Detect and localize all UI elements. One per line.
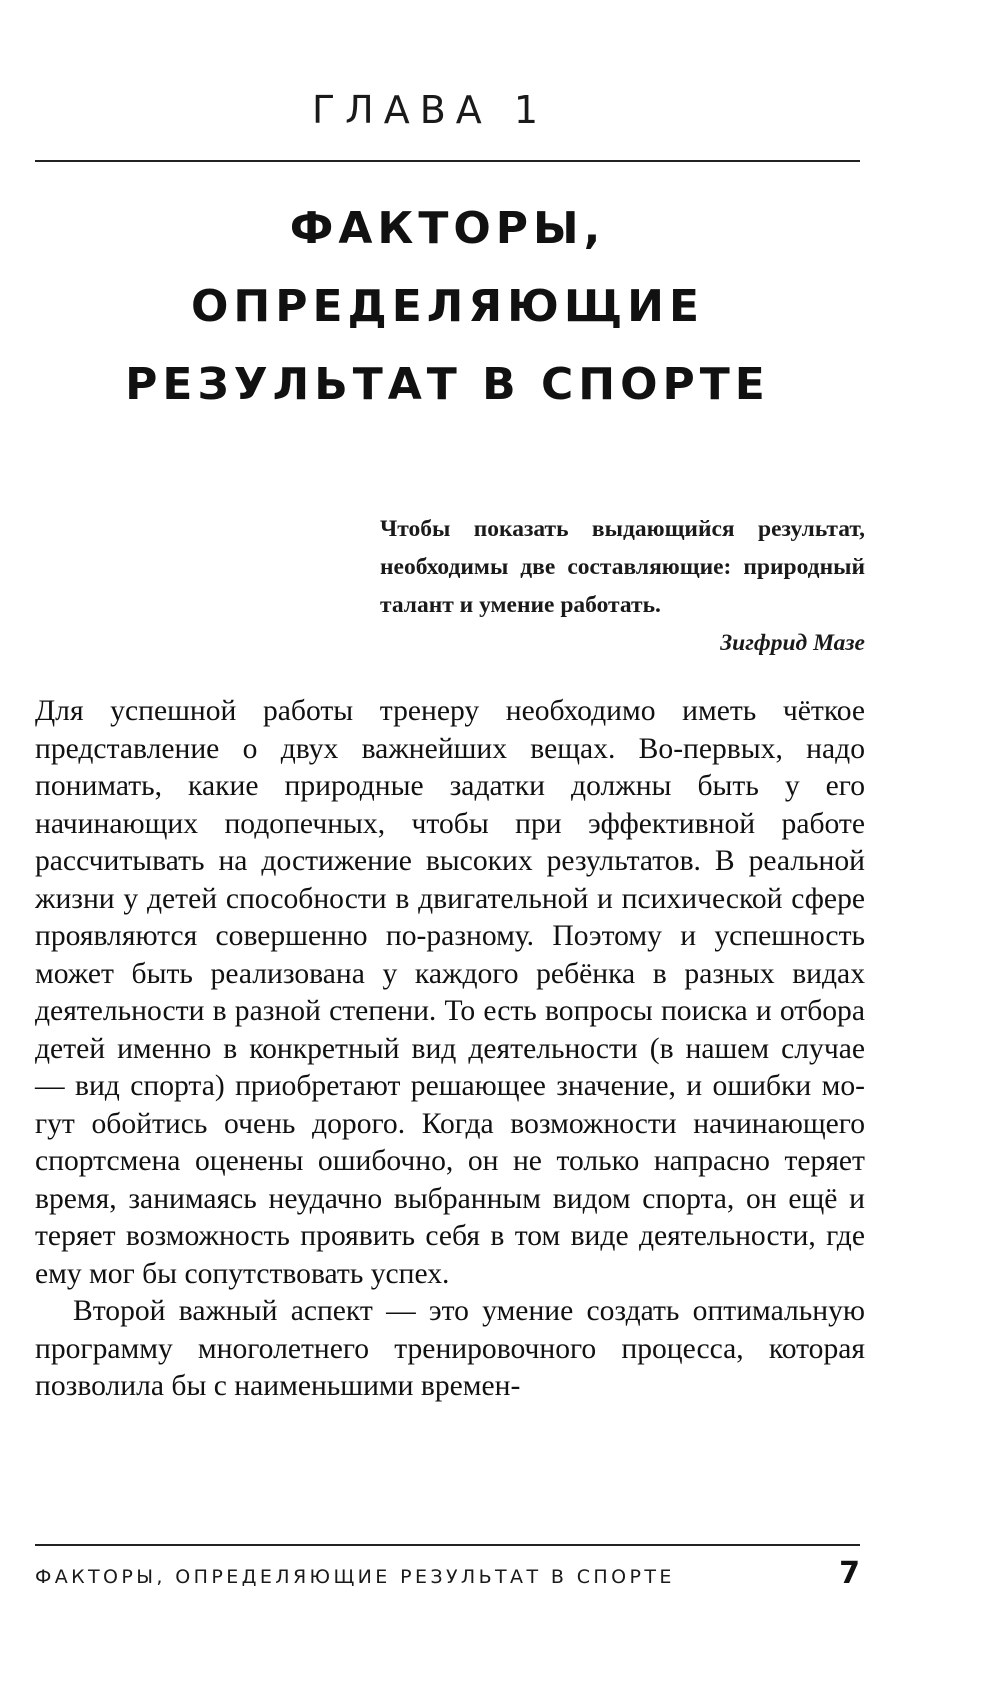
paragraph-2: Второй важный аспект — это умение создать оптимальную программу многолетнего тренировочного процесса, которая позволила бы с наименьшими времен-	[35, 1295, 865, 1402]
bottom-divider	[35, 1544, 860, 1546]
chapter-title: ФАКТОРЫ, ОПРЕДЕЛЯЮЩИЕ РЕЗУЛЬТАТ В СПОРТЕ	[125, 203, 770, 410]
top-divider	[35, 160, 860, 162]
page-number: 7	[839, 1556, 860, 1591]
epigraph	[380, 510, 865, 662]
paragraph-1: Для успешной работы тренеру необходимо иметь чёткое представление о двух важнейших вещах. Во-первых, надо понимать, какие природные задатки должны быть у его начинающих подопечных, чтобы при эффективной работе рассчитывать на достижение высоких результатов. В реальной жизни у детей способности в двигательной и психической сфере проявляются совершенно по-разному. Поэтому и успешность может быть реализована у каждого ребёнка в разных видах деятельности в разной степени. То есть вопросы поиска и отбора детей именно в конкретный вид деятельности (в нашем случае — вид спорта) приобретают решающее значение, и ошибки могут обойтись очень дорого. Когда возможности начинающего спортсмена оценены ошибочно, он не только напрасно теряет время, занимаясь неудачно выбранным видом спорта, он ещё и теряет возможность проявить себя в том виде деятельности, где ему мог бы сопутствовать успех.	[35, 695, 865, 1290]
body-text	[35, 693, 865, 1406]
epigraph-text: Чтобы показать выдающийся результат, необходимы две составляющие: природный талант и умение работать.	[380, 516, 865, 618]
chapter-label: ГЛАВА 1	[311, 88, 549, 132]
running-footer-title: ФАКТОРЫ, ОПРЕДЕЛЯЮЩИЕ РЕЗУЛЬТАТ В СПОРТЕ	[35, 1566, 675, 1588]
epigraph-author: Зигфрид Мазе	[720, 630, 865, 656]
